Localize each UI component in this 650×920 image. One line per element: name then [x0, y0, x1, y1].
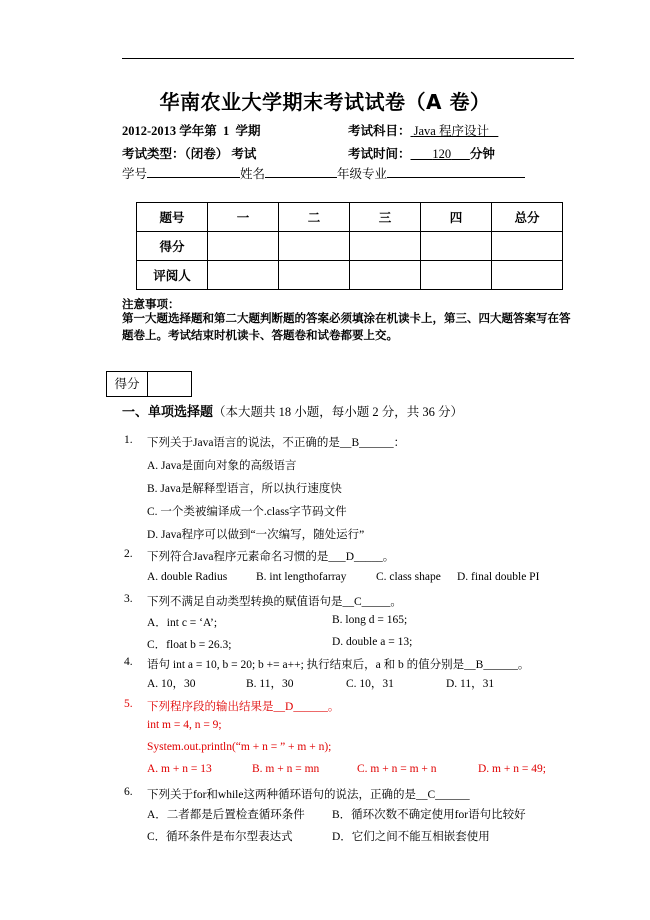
exam-title: 华南农业大学期末考试试卷（A 卷） — [159, 90, 491, 114]
student-id-field[interactable] — [147, 165, 240, 178]
reviewer-cell[interactable] — [492, 261, 563, 290]
header-rule — [122, 58, 574, 59]
score-cell[interactable] — [350, 232, 421, 261]
question-stem: 下列关于Java语言的说法，不正确的是__B______： — [147, 437, 406, 449]
option: C．循环条件是布尔型表达式 — [147, 831, 293, 843]
exam-type: 考试类型：（闭卷） 考试 — [122, 147, 257, 161]
option: D. m + n = 49; — [478, 763, 546, 775]
score-cell[interactable] — [492, 232, 563, 261]
question-number: 2. — [124, 548, 133, 560]
option: B. m + n = mn — [252, 763, 320, 775]
header-cell: 一 — [208, 203, 279, 232]
question-stem: 语句 int a = 10, b = 20; b += a++; 执行结束后，a 和 b 的值分别是__B______。 — [147, 659, 530, 671]
section-score-box — [106, 371, 192, 397]
student-id-label: 学号 — [122, 167, 148, 181]
section-title: 一、单项选择题（本大题共 18 小题，每小题 2 分，共 36 分） — [122, 405, 464, 420]
option: D. final double PI — [457, 571, 540, 583]
option: D．它们之间不能互相嵌套使用 — [332, 831, 490, 843]
option: B. long d = 165; — [332, 614, 408, 626]
question-stem: 下列关于for和while这两种循环语句的说法，正确的是__C______ — [147, 789, 470, 801]
reviewer-cell[interactable] — [279, 261, 350, 290]
score-table — [136, 202, 563, 290]
reviewer-cell[interactable] — [421, 261, 492, 290]
question-number: 3. — [124, 593, 133, 605]
option: C. m + n = m + n — [357, 763, 437, 775]
reviewer-cell[interactable] — [350, 261, 421, 290]
score-cell[interactable] — [279, 232, 350, 261]
row-label: 评阅人 — [137, 261, 208, 290]
student-info-line — [122, 164, 525, 182]
header-cell: 总分 — [492, 203, 563, 232]
option: B. int lengthofarray — [256, 571, 347, 583]
option: A. double Radius — [147, 571, 228, 583]
reviewer-cell[interactable] — [208, 261, 279, 290]
name-label: 姓名 — [240, 167, 266, 181]
option: A．二者都是后置检查循环条件 — [147, 809, 305, 821]
notice-heading: 注意事项： — [122, 297, 180, 311]
grade-major-label: 年级专业 — [337, 167, 388, 181]
code-line: System.out.println(“m + n = ” + m + n); — [147, 741, 332, 753]
question-number: 5. — [124, 698, 133, 710]
option: B. Java是解释型语言，所以执行速度快 — [147, 483, 342, 495]
reviewer-row — [137, 261, 563, 290]
option: A. Java是面向对象的高级语言 — [147, 460, 297, 472]
header-cell: 二 — [279, 203, 350, 232]
option: C. 10，31 — [346, 678, 394, 690]
question-number: 6. — [124, 786, 133, 798]
option: A．int c = ‘A’; — [147, 617, 218, 629]
question-number: 1. — [124, 434, 133, 446]
score-cell[interactable] — [421, 232, 492, 261]
option: D. double a = 13; — [332, 636, 413, 648]
option: D. Java程序可以做到“一次编写，随处运行” — [147, 529, 365, 541]
score-cell[interactable] — [208, 232, 279, 261]
code-line: int m = 4, n = 9; — [147, 719, 222, 731]
score-table-header-row — [137, 203, 563, 232]
notice-text: 第一大题选择题和第二大题判断题的答案必须填涂在机读卡上，第三、四大题答案写在答题卷上。考试结束时机读卡、答题卷和试卷都要上交。 — [122, 311, 571, 342]
header-cell: 四 — [421, 203, 492, 232]
option: B．循环次数不确定使用for语句比较好 — [332, 809, 526, 821]
exam-time: 考试时间： 120 分钟 — [348, 147, 495, 161]
year-term: 2012-2013 学年第 1 学期 — [122, 124, 261, 138]
option: C. 一个类被编译成一个.class字节码文件 — [147, 506, 347, 518]
question-stem: 下列符合Java程序元素命名习惯的是___D_____。 — [147, 551, 395, 563]
option: D. 11，31 — [446, 678, 495, 690]
option: B. 11，30 — [246, 678, 294, 690]
option: A. m + n = 13 — [147, 763, 212, 775]
question-stem: 下列程序段的输出结果是__D______。 — [147, 701, 340, 713]
question-stem: 下列不满足自动类型转换的赋值语句是__C_____。 — [147, 596, 402, 608]
header-cell: 三 — [350, 203, 421, 232]
option: A. 10，30 — [147, 678, 196, 690]
grade-major-field[interactable] — [387, 165, 525, 178]
option: C. class shape — [376, 571, 441, 583]
row-label: 得分 — [137, 232, 208, 261]
section-score-label: 得分 — [107, 372, 148, 396]
name-field[interactable] — [265, 165, 337, 178]
header-cell: 题号 — [137, 203, 208, 232]
score-row — [137, 232, 563, 261]
option: C．float b = 26.3; — [147, 639, 232, 651]
question-number: 4. — [124, 656, 133, 668]
exam-subject: 考试科目： Java 程序设计 — [348, 124, 489, 138]
